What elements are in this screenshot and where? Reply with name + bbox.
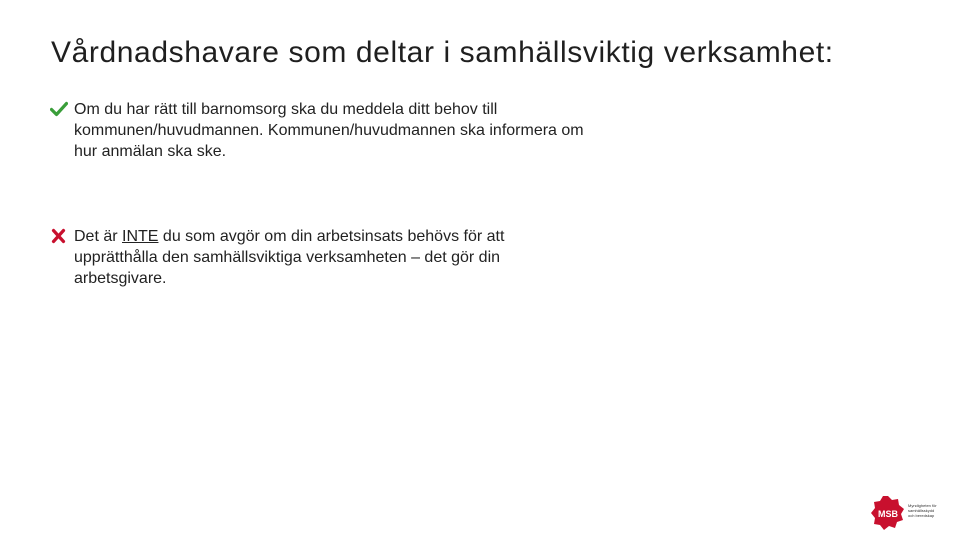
msb-logo-text: [908, 503, 956, 518]
bullet-text-2-emphasis: INTE: [122, 228, 159, 245]
check-icon: [50, 101, 68, 117]
cross-icon: [50, 228, 68, 244]
bullet-text-2-before: Det är: [74, 228, 123, 245]
msb-logo-mark-text: MSB: [878, 509, 898, 519]
msb-logo-line-1: Myndigheten för: [908, 503, 937, 508]
msb-logo-line-3: och beredskap: [908, 513, 935, 518]
msb-logo-line-2: samhällsskydd: [908, 508, 935, 513]
bullet-item-cross: [50, 226, 590, 289]
slide-title: Vårdnadshavare som deltar i samhällsviktig verksamhet:: [51, 36, 834, 69]
bullet-text-1: Om du har rätt till barnomsorg ska du meddela ditt behov till kommunen/huvudmannen. Kommunen/huvudmannen ska informera om hur anmälan ska ske.: [74, 101, 584, 160]
msb-logo: [870, 495, 955, 531]
bullet-text-2-after: du som avgör om din arbetsinsats behövs för att upprätthålla den samhällsviktiga verksamheten – det gör din arbetsgivare.: [74, 228, 505, 287]
bullet-list: [50, 99, 590, 289]
bullet-item-check: [50, 99, 590, 162]
msb-logo-mark: [870, 495, 906, 531]
